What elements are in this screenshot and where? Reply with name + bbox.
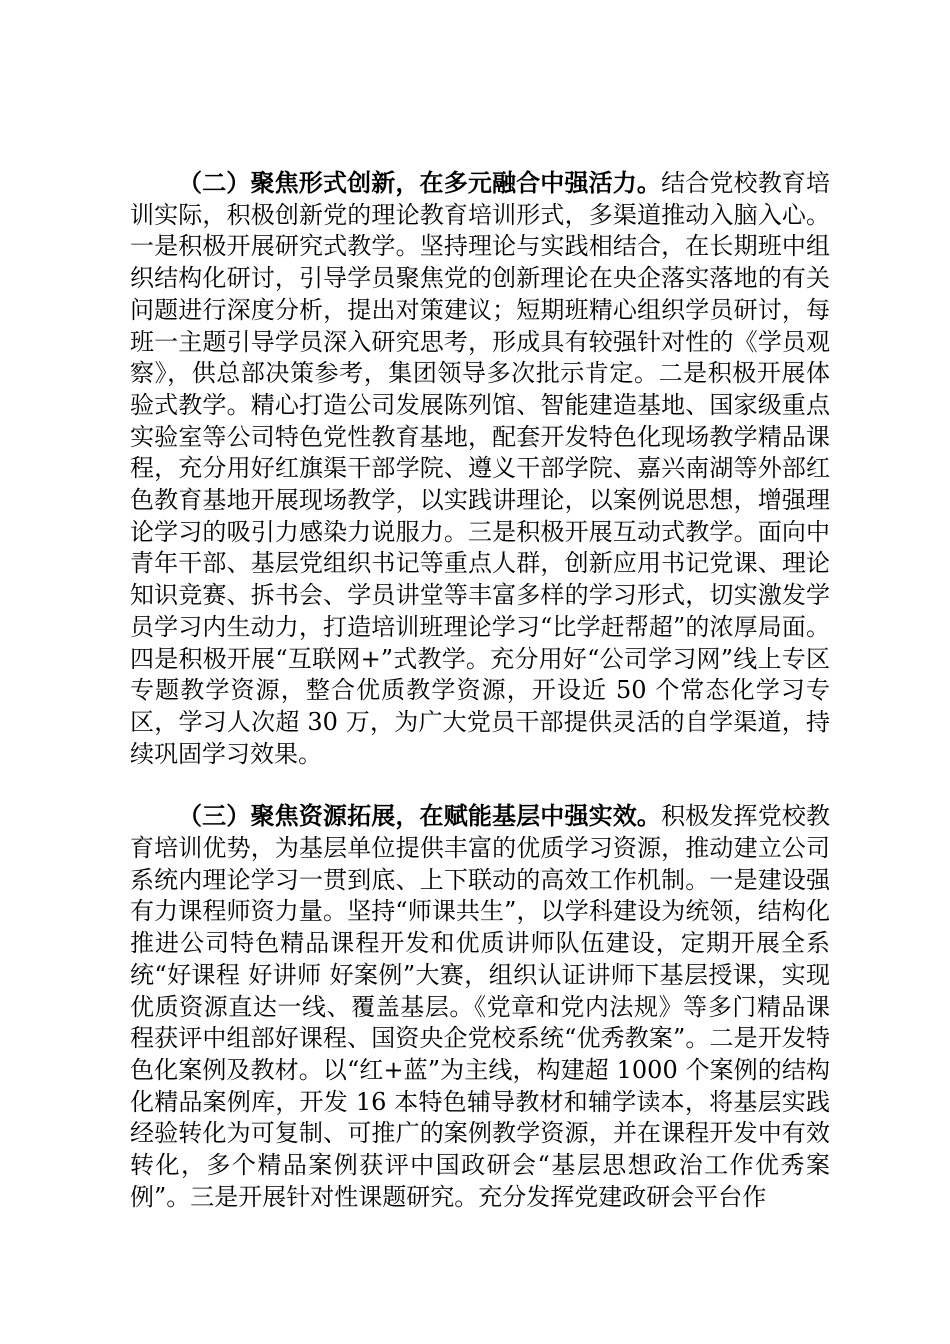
paragraph-body: 积极发挥党校教育培训优势，为基层单位提供丰富的优质学习资源，推动建立公司系统内理论学习一贯到底、上下联动的高效工作机制。一是建设强有力课程师资力量。坚持“师课共生”，以学科建设为统领，结构化推进公司特色精品课程开发和优质讲师队伍建设，定期开展全系统“好课程 好讲师 好案例”大赛，组织认证讲师下基层授课，实现优质资源直达一线、覆盖基层。《党章和党内法规》等多门精品课程获评中组部好课程、国资央企党校系统“优秀教案”。二是开发特色化案例及教材。以“红+蓝”为主线，构建超 1000 个案例的结构化精品案例库，开发 16 本特色辅导教材和辅学读本，将基层实践经验转化为可复制、可推广的案例教学资源，并在课程开发中有效转化，多个精品案例获评中国政研会“基层思想政治工作优秀案例”。三是开展针对性课题研究。充分发挥党建政研会平台作	[130, 802, 831, 1211]
paragraph-body: 结合党校教育培训实际，积极创新党的理论教育培训形式，多渠道推动入脑入心。一是积极开展研究式教学。坚持理论与实践相结合，在长期班中组织结构化研讨，引导学员聚焦党的创新理论在央企落实落地的有关问题进行深度分析，提出对策建议；短期班精心组织学员研讨，每班一主题引导学员深入研究思考，形成具有较强针对性的《学员观察》，供总部决策参考，集团领导多次批示肯定。二是积极开展体验式教学。精心打造公司发展陈列馆、智能建造基地、国家级重点实验室等公司特色党性教育基地，配套开发特色化现场教学精品课程，充分用好红旗渠干部学院、遵义干部学院、嘉兴南湖等外部红色教育基地开展现场教学，以实践讲理论，以案例说思想，增强理论学习的吸引力感染力说服力。三是积极开展互动式教学。面向中青年干部、基层党组织书记等重点人群，创新应用书记党课、理论知识竞赛、拆书会、学员讲堂等丰富多样的学习形式，切实激发学员学习内生动力，打造培训班理论学习“比学赶帮超”的浓厚局面。四是积极开展“互联网+”式教学。充分用好“公司学习网”线上专区专题教学资源，整合优质教学资源，开设近 50 个常态化学习专区，学习人次超 30 万，为广大党员干部提供灵活的自学渠道，持续巩固学习效果。	[130, 169, 831, 768]
paragraph-resource-expansion	[130, 801, 830, 1213]
section-heading-2: （二）聚焦形式创新，在多元融合中强活力。	[178, 169, 662, 197]
document-page	[130, 168, 830, 1214]
paragraph-form-innovation	[130, 168, 830, 770]
section-heading-3: （三）聚焦资源拓展，在赋能基层中强实效。	[178, 802, 662, 831]
